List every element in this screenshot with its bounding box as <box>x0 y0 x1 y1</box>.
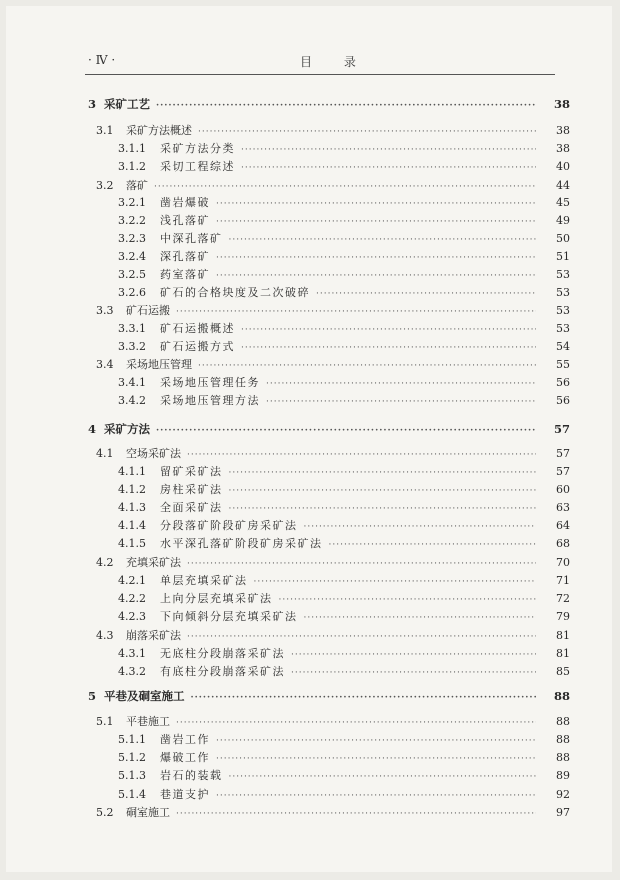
dot-leader <box>241 141 536 159</box>
toc-entry-number: 5 <box>88 689 97 703</box>
dot-leader <box>304 518 537 536</box>
dot-leader <box>198 123 536 141</box>
dot-leader <box>198 357 536 375</box>
toc-entry-number: 3.4 <box>96 358 114 371</box>
toc-entry-number: 4.2.3 <box>118 610 146 623</box>
dot-leader <box>187 628 536 646</box>
toc-entry-number: 4.2.1 <box>118 574 146 587</box>
toc-entry-title: 中深孔落矿 <box>160 232 223 245</box>
toc-entry <box>0 572 570 590</box>
dot-leader <box>241 339 536 357</box>
toc-entry-title: 分段落矿阶段矿房采矿法 <box>160 519 298 532</box>
toc-entry-number: 4.3.2 <box>118 665 146 678</box>
toc-entry-page: 68 <box>556 537 570 550</box>
toc-entry <box>0 248 570 266</box>
toc-entry <box>0 177 570 195</box>
toc-entry-page: 81 <box>556 647 570 660</box>
dot-leader <box>291 646 536 664</box>
dot-leader <box>229 464 537 482</box>
toc-entry-number: 4.3.1 <box>118 647 146 660</box>
toc-entry <box>0 731 570 749</box>
toc-entry-number: 3.2 <box>96 179 114 192</box>
dot-leader <box>229 231 537 249</box>
toc-entry <box>0 284 570 302</box>
dot-leader <box>279 591 537 609</box>
toc-entry-title: 凿岩工作 <box>160 733 210 746</box>
toc-entry-page: 64 <box>556 519 570 532</box>
toc-entry <box>0 749 570 767</box>
toc-entry-page: 97 <box>556 806 570 819</box>
toc-entry <box>0 230 570 248</box>
toc-entry-page: 53 <box>556 268 570 281</box>
toc-entry-title: 平巷及硐室施工 <box>104 689 185 703</box>
dot-leader <box>316 285 536 303</box>
toc-entry-title: 硐室施工 <box>126 806 170 819</box>
toc-entry <box>0 535 570 553</box>
toc-entry-title: 采矿工艺 <box>104 97 150 111</box>
dot-leader <box>216 750 536 768</box>
toc-entry-title: 采矿方法 <box>104 422 150 436</box>
toc-entry <box>0 445 570 463</box>
dot-leader <box>187 446 536 464</box>
dot-leader <box>216 249 536 267</box>
toc-entry-number: 3.1.2 <box>118 160 146 173</box>
toc-entry-number: 3.2.2 <box>118 214 146 227</box>
toc-entry-number: 5.1.2 <box>118 751 146 764</box>
toc-entry-number: 5.2 <box>96 806 114 819</box>
toc-entry-page: 89 <box>556 769 570 782</box>
toc-entry <box>0 212 570 230</box>
toc-entry-page: 81 <box>556 629 570 642</box>
toc-entry-title: 矿石的合格块度及二次破碎 <box>160 286 310 299</box>
toc-entry-page: 71 <box>556 574 570 587</box>
toc-entry-title: 爆破工作 <box>160 751 210 764</box>
toc-entry-number: 4.2 <box>96 556 114 569</box>
dot-leader <box>216 787 536 805</box>
toc-entry-number: 5.1 <box>96 715 114 728</box>
toc-entry-page: 38 <box>556 124 570 137</box>
toc-entry-number: 4.1.3 <box>118 501 146 514</box>
toc-entry-title: 采场地压管理 <box>126 358 192 371</box>
toc-entry <box>0 804 570 822</box>
toc-entry <box>0 663 570 681</box>
toc-entry <box>0 608 570 626</box>
toc-entry <box>0 517 570 535</box>
toc-entry-title: 充填采矿法 <box>126 556 181 569</box>
dot-leader <box>216 213 536 231</box>
toc-entry-page: 53 <box>556 322 570 335</box>
toc-entry <box>0 554 570 572</box>
dot-leader <box>216 267 536 285</box>
toc-entry-title: 空场采矿法 <box>126 447 181 460</box>
toc-entry-title: 药室落矿 <box>160 268 210 281</box>
toc-entry-title: 采矿方法概述 <box>126 124 192 137</box>
toc-entry-number: 5.1.3 <box>118 769 146 782</box>
toc-entry <box>0 302 570 320</box>
toc-entry <box>0 590 570 608</box>
toc-entry-page: 51 <box>556 250 570 263</box>
dot-leader <box>176 303 536 321</box>
toc-entry-page: 38 <box>556 142 570 155</box>
toc-entry-number: 3.2.5 <box>118 268 146 281</box>
toc-entry-number: 4.1.5 <box>118 537 146 550</box>
toc-entry-page: 60 <box>556 483 570 496</box>
toc-entry-page: 56 <box>556 394 570 407</box>
toc-entry-number: 3.4.1 <box>118 376 146 389</box>
toc-entry <box>0 481 570 499</box>
toc-entry <box>0 786 570 804</box>
dot-leader <box>266 375 536 393</box>
toc-entry <box>0 463 570 481</box>
toc-entry <box>0 392 570 410</box>
dot-leader <box>229 482 537 500</box>
page-title: 目 录 <box>300 55 370 69</box>
toc-entry <box>0 122 570 140</box>
toc-entry <box>0 499 570 517</box>
toc-entry-page: 40 <box>556 160 570 173</box>
toc-entry-number: 3.2.4 <box>118 250 146 263</box>
dot-leader <box>304 609 537 627</box>
toc-entry-page: 45 <box>556 196 570 209</box>
toc-entry-page: 88 <box>556 733 570 746</box>
toc-entry-title: 采矿方法分类 <box>160 142 235 155</box>
toc-entry-page: 53 <box>556 286 570 299</box>
toc-entry-number: 4.3 <box>96 629 114 642</box>
toc-entry <box>0 713 570 731</box>
toc-entry <box>0 420 570 438</box>
toc-entry-number: 4.1 <box>96 447 114 460</box>
toc-entry-page: 57 <box>556 447 570 460</box>
dot-leader <box>241 321 536 339</box>
dot-leader <box>191 689 537 707</box>
page-folio: · Ⅳ · <box>88 53 116 67</box>
toc-entry-title: 采场地压管理任务 <box>160 376 260 389</box>
toc-entry-number: 3.4.2 <box>118 394 146 407</box>
toc-entry-title: 单层充填采矿法 <box>160 574 248 587</box>
toc-entry <box>0 158 570 176</box>
toc-entry-page: 85 <box>556 665 570 678</box>
toc-entry-number: 3.3 <box>96 304 114 317</box>
toc-entry-title: 矿石运搬概述 <box>160 322 235 335</box>
toc-entry-title: 无底柱分段崩落采矿法 <box>160 647 285 660</box>
toc-entry-number: 3.2.3 <box>118 232 146 245</box>
toc-entry-number: 3.1.1 <box>118 142 146 155</box>
toc-entry <box>0 320 570 338</box>
toc-entry-page: 54 <box>556 340 570 353</box>
toc-entry-page: 57 <box>556 465 570 478</box>
toc-entry-title: 崩落采矿法 <box>126 629 181 642</box>
toc-entry-title: 浅孔落矿 <box>160 214 210 227</box>
toc-entry-number: 4.1.4 <box>118 519 146 532</box>
toc-entry <box>0 338 570 356</box>
toc-entry-number: 3.1 <box>96 124 114 137</box>
toc-entry-page: 53 <box>556 304 570 317</box>
toc-entry-number: 4.1.2 <box>118 483 146 496</box>
toc-entry-title: 房柱采矿法 <box>160 483 223 496</box>
toc-entry-page: 92 <box>556 788 570 801</box>
toc-entry <box>0 374 570 392</box>
toc-entry-number: 5.1.4 <box>118 788 146 801</box>
toc-entry-page: 79 <box>556 610 570 623</box>
dot-leader <box>216 195 536 213</box>
toc-entry <box>0 356 570 374</box>
toc-entry-title: 有底柱分段崩落采矿法 <box>160 665 285 678</box>
toc-entry <box>0 627 570 645</box>
header-rule <box>85 74 555 75</box>
toc-entry-title: 凿岩爆破 <box>160 196 210 209</box>
dot-leader <box>156 422 536 440</box>
toc-entry-page: 50 <box>556 232 570 245</box>
dot-leader <box>187 555 536 573</box>
toc-entry-number: 3.2.6 <box>118 286 146 299</box>
toc-entry-title: 采切工程综述 <box>160 160 235 173</box>
toc-entry-page: 38 <box>553 97 570 111</box>
dot-leader <box>266 393 536 411</box>
dot-leader <box>216 732 536 750</box>
toc-entry-title: 下向倾斜分层充填采矿法 <box>160 610 298 623</box>
toc-entry <box>0 140 570 158</box>
toc-entry-page: 49 <box>556 214 570 227</box>
dot-leader <box>176 714 536 732</box>
toc-entry-page: 63 <box>556 501 570 514</box>
dot-leader <box>291 664 536 682</box>
toc-entry <box>0 687 570 705</box>
toc-entry-title: 留矿采矿法 <box>160 465 223 478</box>
toc-entry-title: 巷道支护 <box>160 788 210 801</box>
toc-entry-page: 70 <box>556 556 570 569</box>
toc-entry-title: 岩石的装载 <box>160 769 223 782</box>
toc-entry-page: 72 <box>556 592 570 605</box>
toc-entry-page: 57 <box>553 422 570 436</box>
toc-entry-page: 88 <box>553 689 570 703</box>
toc-entry-page: 56 <box>556 376 570 389</box>
toc-entry-number: 3.3.2 <box>118 340 146 353</box>
toc-entry-title: 平巷施工 <box>126 715 170 728</box>
toc-entry-title: 深孔落矿 <box>160 250 210 263</box>
dot-leader <box>229 768 537 786</box>
dot-leader <box>329 536 537 554</box>
dot-leader <box>176 805 536 823</box>
dot-leader <box>254 573 537 591</box>
toc-entry-number: 5.1.1 <box>118 733 146 746</box>
toc-entry <box>0 767 570 785</box>
toc-entry <box>0 95 570 113</box>
dot-leader <box>229 500 537 518</box>
toc-entry-page: 88 <box>556 751 570 764</box>
toc-entry-number: 3.2.1 <box>118 196 146 209</box>
toc-entry-page: 55 <box>556 358 570 371</box>
toc-entry-title: 全面采矿法 <box>160 501 223 514</box>
toc-entry <box>0 194 570 212</box>
toc-entry-number: 4.1.1 <box>118 465 146 478</box>
toc-entry-page: 88 <box>556 715 570 728</box>
toc-entry <box>0 645 570 663</box>
toc-entry-title: 采场地压管理方法 <box>160 394 260 407</box>
dot-leader <box>241 159 536 177</box>
toc-entry-title: 矿石运搬方式 <box>160 340 235 353</box>
toc-entry <box>0 266 570 284</box>
dot-leader <box>156 97 536 115</box>
toc-entry-number: 3 <box>88 97 97 111</box>
toc-entry-title: 落矿 <box>126 179 148 192</box>
toc-entry-number: 3.3.1 <box>118 322 146 335</box>
toc-entry-number: 4 <box>88 422 97 436</box>
toc-entry-title: 矿石运搬 <box>126 304 170 317</box>
toc-entry-page: 44 <box>556 179 570 192</box>
toc-entry-title: 水平深孔落矿阶段矿房采矿法 <box>160 537 323 550</box>
toc-entry-number: 4.2.2 <box>118 592 146 605</box>
toc-entry-title: 上向分层充填采矿法 <box>160 592 273 605</box>
